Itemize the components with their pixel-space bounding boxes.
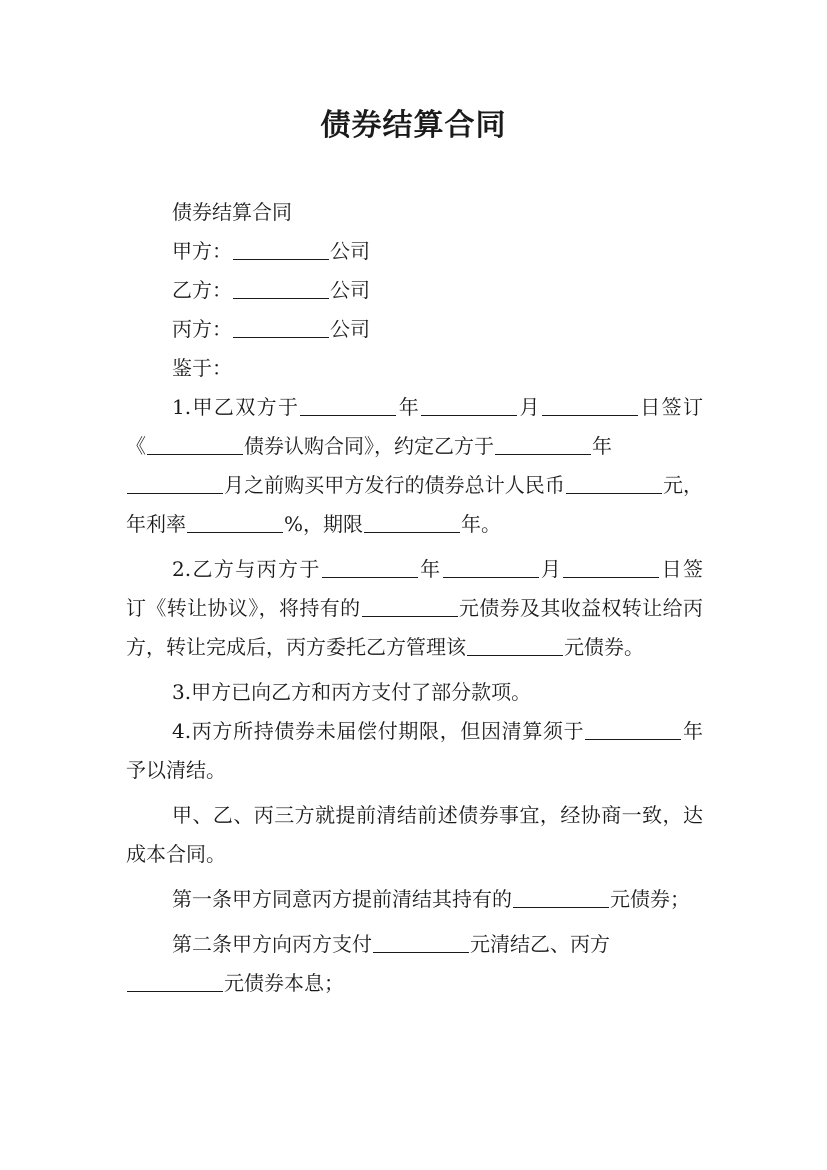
- recital-4-text: 4.丙方所持债券未届偿付期限，但因清算须于: [172, 719, 585, 743]
- blank-day: [563, 557, 659, 578]
- recital-3: 3.甲方已向乙方和丙方支付了部分款项。: [172, 680, 532, 704]
- company-suffix: 公司: [330, 317, 370, 341]
- recital-2-text: 元债券。: [564, 635, 644, 659]
- blank-month: [443, 557, 539, 578]
- contract-heading: 债券结算合同: [172, 200, 292, 224]
- article-2-text: 第二条甲方向丙方支付: [172, 932, 372, 956]
- blank-contract-name: [147, 434, 243, 455]
- blank-year: [495, 434, 591, 455]
- recital-1-text: 月: [518, 395, 541, 419]
- recital-2-text: 年: [418, 557, 442, 581]
- company-suffix: 公司: [330, 239, 370, 263]
- recital-2-text: 月: [539, 557, 563, 581]
- blank-amount: [513, 887, 609, 908]
- party-c-line: [126, 310, 703, 349]
- recital-1-text: 日签订《: [126, 395, 704, 458]
- blank-year: [322, 557, 418, 578]
- recital-1-text: 债券认购合同》，约定乙方于: [244, 434, 494, 458]
- article-1-text: 第一条甲方同意丙方提前清结其持有的: [172, 887, 512, 911]
- recital-4-text: 年予以清结。: [126, 719, 703, 782]
- blank-amount: [362, 596, 458, 617]
- recital-2-text: 2.乙方与丙方于: [172, 557, 321, 581]
- blank-rate: [187, 512, 283, 533]
- party-c-label: 丙方：: [172, 317, 232, 341]
- recital-1: [126, 388, 703, 544]
- agreement-intro: 甲、乙、丙三方就提前清结前述债券事宜，经协商一致，达成本合同。: [126, 803, 703, 866]
- recital-1-text: %，期限: [284, 512, 364, 536]
- blank-year: [585, 719, 681, 740]
- blank-day: [542, 395, 638, 416]
- article-2-text: 元债券本息；: [224, 971, 344, 995]
- article-2: [126, 925, 703, 1003]
- blank-party-c: [233, 317, 329, 338]
- recital-1-text: 年: [592, 434, 612, 458]
- recital-2: [126, 550, 703, 667]
- blank-amount: [467, 635, 563, 656]
- party-b-label: 乙方：: [172, 278, 232, 302]
- recital-1-text: 元，年利率: [126, 473, 704, 536]
- whereas-line: 鉴于：: [172, 356, 232, 380]
- recital-1-text: 月之前购买甲方发行的债券总计人民币: [224, 473, 565, 497]
- recital-2-text: 元债券及其收益权转让给丙方，转让完成后，丙方委托乙方管理该: [126, 596, 703, 659]
- article-2-text: 元清结乙、丙方: [470, 932, 610, 956]
- party-b-line: [126, 271, 703, 310]
- recital-4: [126, 712, 703, 790]
- recital-1-text: 1.甲乙双方于: [172, 395, 300, 419]
- recital-1-text: 年。: [461, 512, 502, 536]
- blank-amount: [127, 971, 223, 992]
- recital-1-text: 年: [397, 395, 421, 419]
- document-body: [126, 193, 703, 1003]
- blank-amount: [566, 473, 662, 494]
- article-1-text: 元债券；: [610, 887, 690, 911]
- blank-term: [364, 512, 460, 533]
- blank-month: [127, 473, 223, 494]
- party-a-line: [126, 232, 703, 271]
- party-a-label: 甲方：: [172, 239, 232, 263]
- company-suffix: 公司: [330, 278, 370, 302]
- blank-party-b: [233, 278, 329, 299]
- recital-2-text: 日签订《转让协议》，将持有的: [126, 557, 704, 620]
- document-title: 债券结算合同: [320, 108, 507, 143]
- blank-year: [300, 395, 396, 416]
- blank-amount: [373, 932, 469, 953]
- blank-party-a: [233, 239, 329, 260]
- blank-month: [421, 395, 517, 416]
- article-1: [126, 880, 703, 919]
